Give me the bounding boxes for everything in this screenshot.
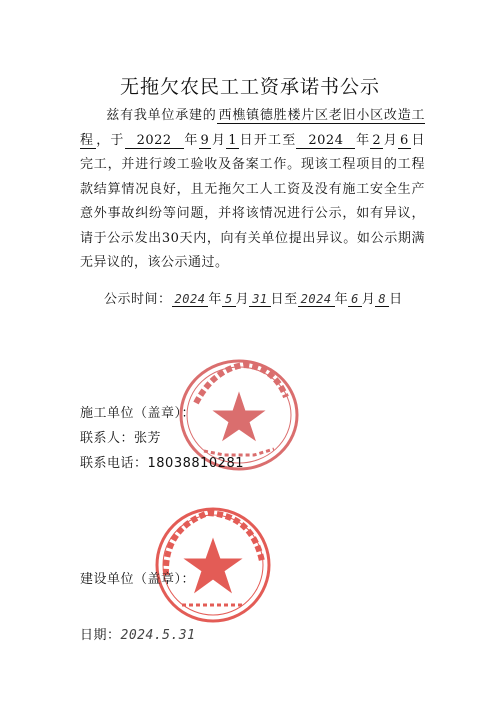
phone-number: 18038810281 xyxy=(147,456,244,471)
document-body xyxy=(80,104,425,276)
construction-unit-label: 施工单位（盖章）： xyxy=(80,406,196,421)
end-month: 2 xyxy=(372,132,382,148)
month-label: 月 xyxy=(211,132,227,148)
body-paragraph xyxy=(80,104,425,276)
pub-year-label: 年 xyxy=(208,292,222,307)
end-year: 2024 xyxy=(296,133,355,149)
start-suffix: 日开工至 xyxy=(238,132,297,148)
project-name: 西樵镇德胜楼片区老旧小区改造工程 xyxy=(80,108,425,148)
year-label: 年 xyxy=(183,132,199,148)
intro-prefix: 兹有我单位承建的 xyxy=(106,108,217,123)
date-line xyxy=(80,624,195,643)
date-label: 日期： xyxy=(80,628,121,643)
start-month: 9 xyxy=(200,132,210,148)
end-day: 6 xyxy=(400,132,409,148)
comma-yu: ，于 xyxy=(96,132,125,148)
year-label-2: 年 xyxy=(355,132,371,148)
pub-year-label-2: 年 xyxy=(334,292,349,307)
contact-line xyxy=(80,427,161,446)
builder-seal xyxy=(148,505,278,625)
pub-month-label: 月 xyxy=(235,292,250,307)
phone-label: 联系电话： xyxy=(80,456,148,471)
end-suffix: 日完工，并进行竣工验收及备案工作。现该工程项目的工程款结算情况良好，且无拖欠工人工资及没有施工安全生产意外事故纠纷等问题，并将该情况进行公示，如有异议，请于公示发出30天内，向有关单位提出异议。如公示期满无异议的，该公示通过。 xyxy=(80,132,425,270)
document-title: 无拖欠农民工工资承诺书公示 xyxy=(119,76,380,98)
pub-month-label-2: 月 xyxy=(361,292,376,307)
publicity-label: 公示时间： xyxy=(104,292,172,307)
publicity-start-month: 5 xyxy=(222,292,236,307)
builder-unit-label: 建设单位（盖章）： xyxy=(80,572,196,587)
phone-line xyxy=(80,452,244,471)
publicity-time-line xyxy=(104,288,403,307)
publicity-to: 日至 xyxy=(270,292,298,307)
date-value: 2024.5.31 xyxy=(120,628,196,643)
contact-name: 张芳 xyxy=(134,431,162,446)
contact-label: 联系人： xyxy=(80,431,135,446)
publicity-start-day: 31 xyxy=(249,292,270,307)
publicity-end-month: 6 xyxy=(348,292,362,307)
start-year: 2022 xyxy=(125,133,184,149)
start-day: 1 xyxy=(228,132,237,148)
month-label-2: 月 xyxy=(383,132,398,148)
publicity-end-day: 8 xyxy=(375,292,389,307)
publicity-start-year: 2024 xyxy=(172,292,209,307)
pub-day-label: 日 xyxy=(389,292,403,307)
publicity-end-year: 2024 xyxy=(298,292,335,307)
